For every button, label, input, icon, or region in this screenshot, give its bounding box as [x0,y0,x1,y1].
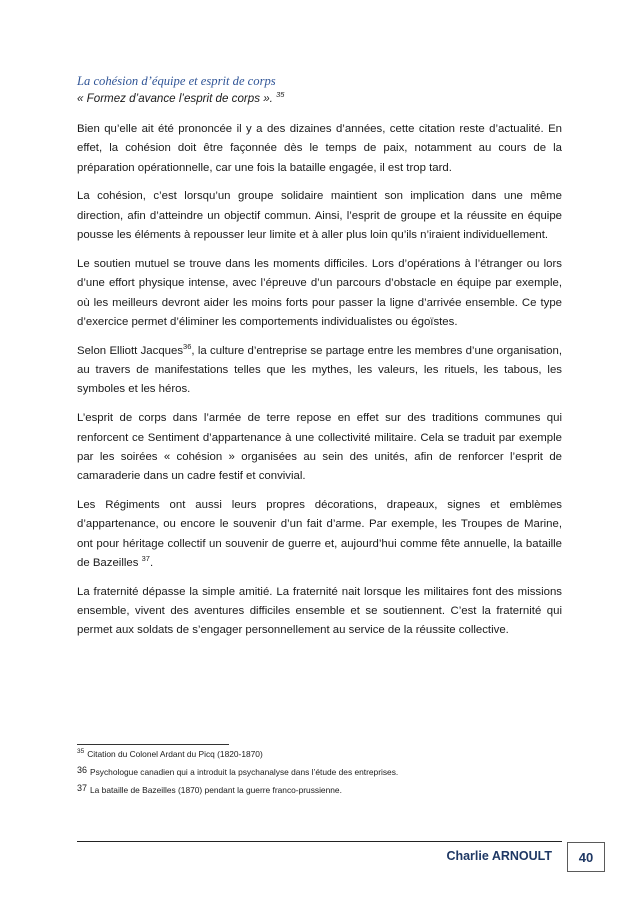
footnote-text: La bataille de Bazeilles (1870) pendant la guerre franco-prussienne. [90,785,342,795]
paragraph-4-rest: , la culture d’entreprise se partage entre les membres d’une organisation, au travers de manifestations telles que les mythes, les valeurs, les rituels, les tabous, les symboles et les héros. [77,344,562,396]
footnote-number: 37 [77,783,88,793]
footnote-35 [77,749,562,760]
paragraph-6-text: Les Régiments ont aussi leurs propres décorations, drapeaux, signes et emblèmes d’appartenance, ou encore le souvenir d’un fait d’arme. Par exemple, les Troupes de Marine, ont pour héritage collectif un souvenir de guerre et, aujourd’hui comme fête annuelle, la bataille de Bazeilles [77,499,562,569]
footnote-36 [77,767,562,778]
page-number: 40 [567,842,605,872]
body-text [77,120,562,650]
paragraph-7: La fraternité dépasse la simple amitié. La fraternité nait lorsque les militaires font des missions ensemble, vivent des aventures difficiles ensemble et se soutiennent. C’est la fraternité qui permet aux soldats de s’engager personnellement au service de la réussite collective. [77,585,562,637]
paragraph-3: Le soutien mutuel se trouve dans les moments difficiles. Lors d’opérations à l’étranger ou lors d’une effort physique intense, avec l’épreuve d’un parcours d’obstacle en équipe par exemple, où les meilleurs devront aider les moins forts pour passer la ligne d’arrivée ensemble. Ce type d’exercice permet d’éliminer les comportements individualistes ou égoïstes. [77,257,562,328]
paragraph-5: L’esprit de corps dans l’armée de terre repose en effet sur des traditions communes qui renforcent ce Sentiment d’appartenance à une collectivité militaire. Cela se traduit par exemple par les soirées « cohésion » organisées au sein des unités, afin de renforcer l’esprit de camaraderie dans un cadre festif et convivial. [77,412,562,483]
footnote-37 [77,785,562,796]
footnotes [77,749,562,803]
paragraph-6-end: . [149,556,154,569]
section-title: La cohésion d’équipe et esprit de corps [77,74,276,88]
paragraph-6 [77,496,562,573]
footer-separator [77,841,562,842]
section-quote [77,90,562,108]
footnote-ref-36[interactable]: 36 [183,341,192,351]
paragraph-1: Bien qu’elle ait été prononcée il y a des dizaines d’années, cette citation reste d’actualité. En effet, la cohésion doit être façonnée dès le temps de paix, notamment au cours de la préparation opérationnelle, car une fois la bataille engagée, il est trop tard. [77,123,562,174]
footnote-text: Citation du Colonel Ardant du Picq (1820-1870) [87,749,263,759]
footnote-separator [77,744,229,745]
quote-text: « Formez d’avance l’esprit de corps ». [77,92,273,105]
paragraph-4 [77,342,562,400]
footnote-ref-35[interactable]: 35 [276,90,285,100]
footnote-number: 35 [77,748,85,756]
footnote-number: 36 [77,765,88,775]
footer-author: Charlie ARNOULT [446,849,552,863]
section-heading [77,72,562,108]
footnote-ref-37[interactable]: 37 [141,554,150,564]
footnote-text: Psychologue canadien qui a introduit la psychanalyse dans l’étude des entreprises. [90,767,399,777]
paragraph-2: La cohésion, c’est lorsqu’un groupe solidaire maintient son implication dans une même direction, afin d’atteindre un objectif commun. Ainsi, l’esprit de groupe et la réussite en équipe pousse les éléments à repousser leur limite et à aller plus loin qu’ils n’iraient individuellement. [77,190,562,242]
paragraph-4-start: Selon Elliott Jacques [77,344,184,357]
